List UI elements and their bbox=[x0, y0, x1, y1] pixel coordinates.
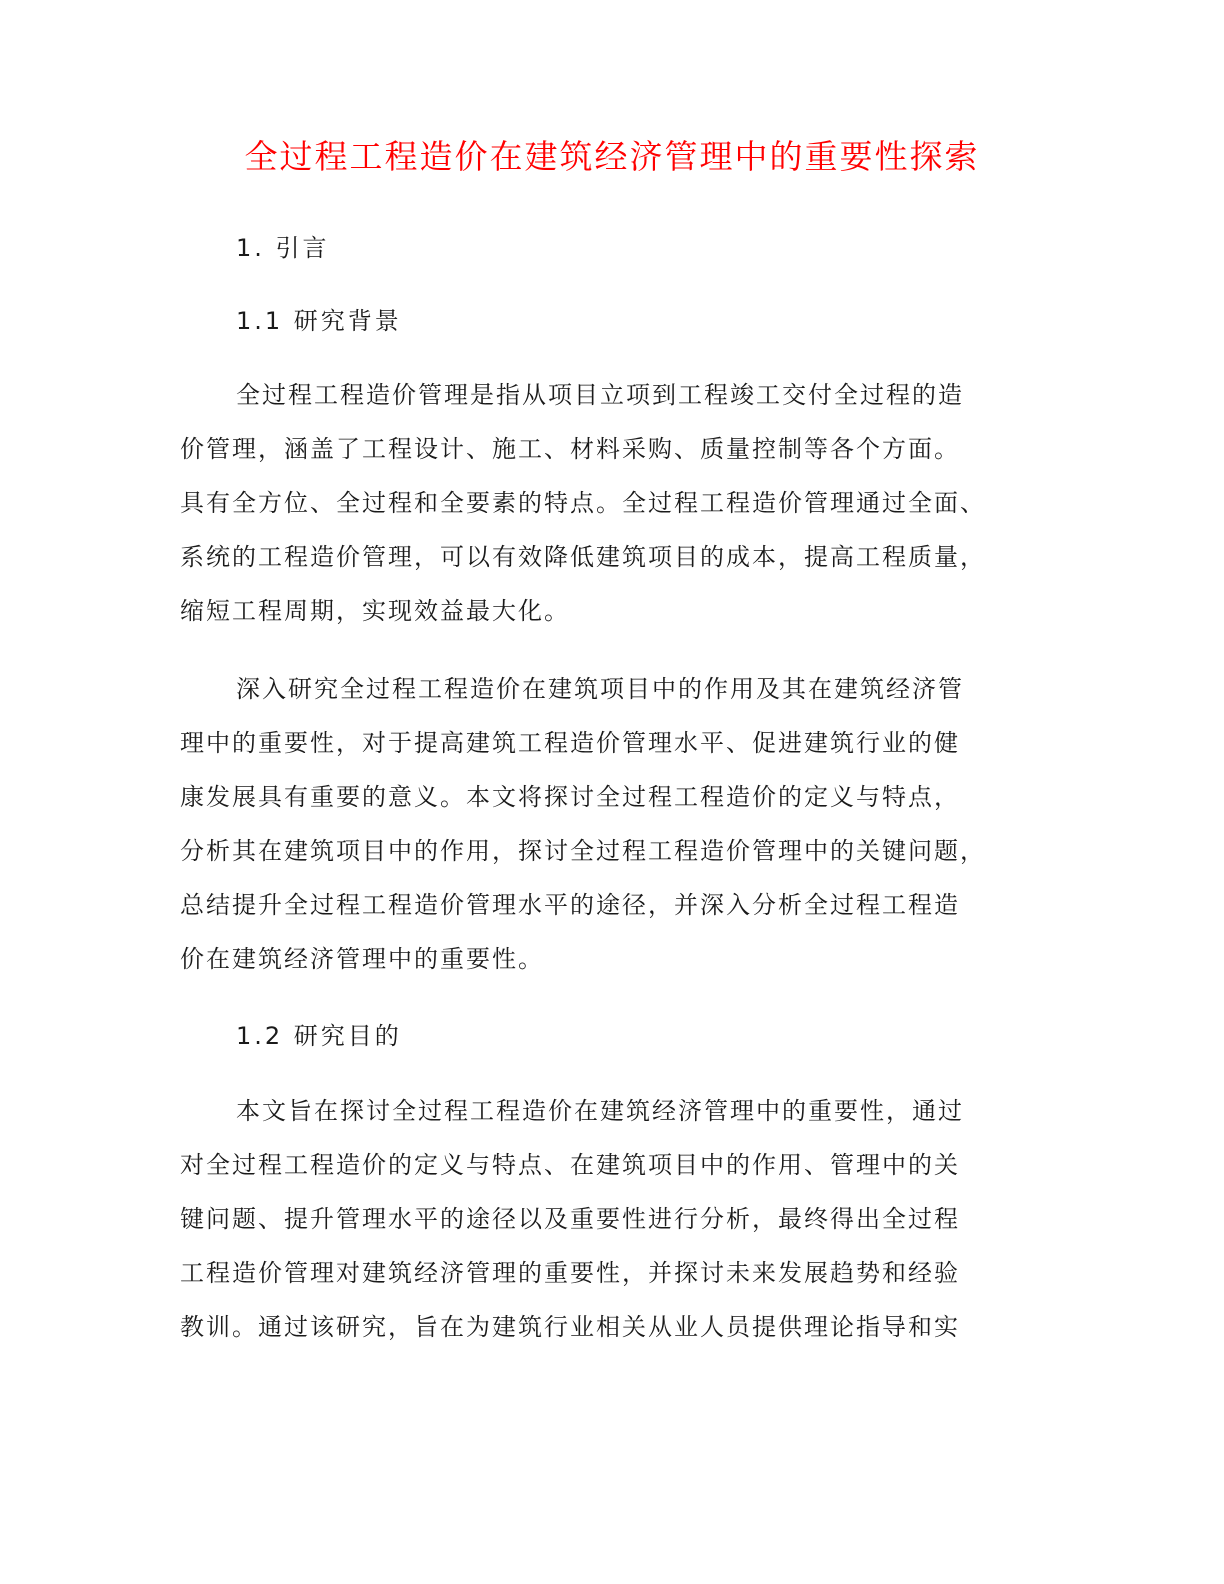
paragraph-line: 本文旨在探讨全过程工程造价在建筑经济管理中的重要性，通过 bbox=[236, 1097, 964, 1125]
paragraph-line: 全过程工程造价管理是指从项目立项到工程竣工交付全过程的造 bbox=[236, 381, 964, 409]
paragraph-line: 对全过程工程造价的定义与特点、在建筑项目中的作用、管理中的关 bbox=[180, 1151, 960, 1179]
paragraph-purpose bbox=[180, 1084, 1060, 1354]
section-heading-research-background: 1.1 研究背景 bbox=[236, 307, 402, 335]
paragraph-line: 分析其在建筑项目中的作用，探讨全过程工程造价管理中的关键问题， bbox=[180, 837, 986, 865]
paragraph-line: 理中的重要性，对于提高建筑工程造价管理水平、促进建筑行业的健 bbox=[180, 729, 960, 757]
paragraph-line: 系统的工程造价管理，可以有效降低建筑项目的成本，提高工程质量， bbox=[180, 543, 986, 571]
document-title: 全过程工程造价在建筑经济管理中的重要性探索 bbox=[244, 137, 980, 176]
paragraph-background-2 bbox=[180, 662, 1060, 986]
paragraph-line: 教训。通过该研究，旨在为建筑行业相关从业人员提供理论指导和实 bbox=[180, 1313, 960, 1341]
paragraph-line: 总结提升全过程工程造价管理水平的途径，并深入分析全过程工程造 bbox=[180, 891, 960, 919]
paragraph-line: 深入研究全过程工程造价在建筑项目中的作用及其在建筑经济管 bbox=[236, 675, 964, 703]
paragraph-line: 缩短工程周期，实现效益最大化。 bbox=[180, 597, 570, 625]
paragraph-line: 工程造价管理对建筑经济管理的重要性，并探讨未来发展趋势和经验 bbox=[180, 1259, 960, 1287]
paragraph-background-1 bbox=[180, 368, 1060, 638]
section-heading-research-purpose: 1.2 研究目的 bbox=[236, 1022, 402, 1050]
paragraph-line: 键问题、提升管理水平的途径以及重要性进行分析，最终得出全过程 bbox=[180, 1205, 960, 1233]
section-heading-introduction: 1. 引言 bbox=[236, 234, 330, 262]
paragraph-line: 价在建筑经济管理中的重要性。 bbox=[180, 945, 544, 973]
paragraph-line: 价管理，涵盖了工程设计、施工、材料采购、质量控制等各个方面。 bbox=[180, 435, 960, 463]
paragraph-line: 康发展具有重要的意义。本文将探讨全过程工程造价的定义与特点， bbox=[180, 783, 960, 811]
paragraph-line: 具有全方位、全过程和全要素的特点。全过程工程造价管理通过全面、 bbox=[180, 489, 986, 517]
